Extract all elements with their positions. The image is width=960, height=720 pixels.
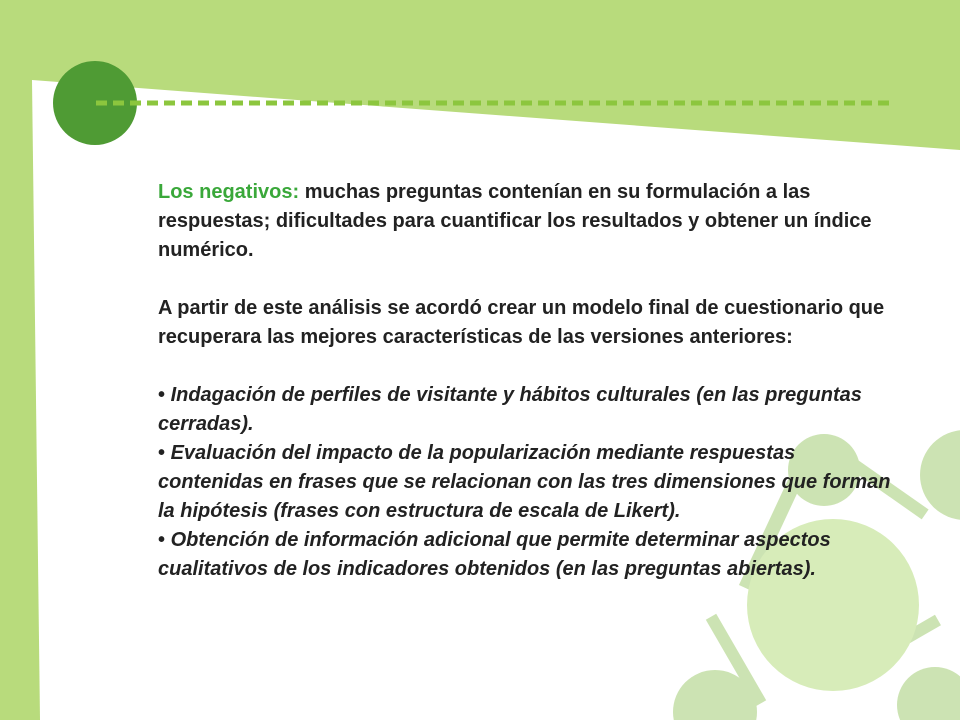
bullet-text: Obtención de información adicional que permite determinar aspectos cualitativos de los indicadores obtenidos (en las preguntas abiertas). [158, 529, 831, 580]
bullet-marker: • [158, 529, 171, 551]
intro-paragraph [158, 178, 898, 265]
bullet-item-impact [158, 439, 898, 526]
negatives-label: Los negativos: [158, 181, 300, 203]
bullet-marker: • [158, 442, 171, 464]
title-circle [53, 61, 137, 145]
bullet-item-profiles [158, 381, 898, 439]
analysis-paragraph: A partir de este análisis se acordó crear un modelo final de cuestionario que recuperara las mejores características de las versiones anteriores: [158, 297, 885, 348]
bullet-item-additional-info [158, 526, 898, 584]
bullet-marker: • [158, 384, 171, 406]
bullet-text: Evaluación del impacto de la popularización mediante respuestas contenidas en frases que se relacionan con las tres dimensiones que forman la hipótesis (frases con estructura de escala de Likert). [158, 442, 891, 522]
slide-body [158, 178, 898, 584]
intro-text: muchas preguntas contenían en su formulación a las respuestas; dificultades para cuantificar los resultados y obtener un índice numérico. [158, 181, 872, 261]
bullet-text: Indagación de perfiles de visitante y hábitos culturales (en las preguntas cerradas). [158, 384, 862, 435]
